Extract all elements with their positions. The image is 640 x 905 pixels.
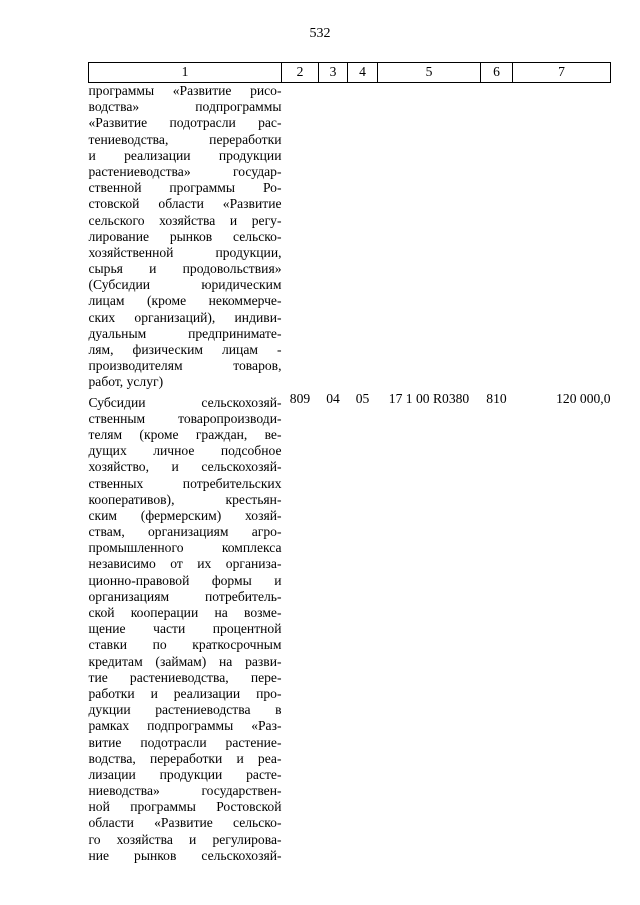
description-line: организациям потребитель- — [88, 588, 282, 604]
description-line: ственной программы Ро- — [88, 180, 282, 196]
description-line: хозяйство, и сельскохозяй- — [88, 459, 282, 475]
cell-col-6 — [481, 83, 513, 391]
description-line: сырья и продовольствия» — [88, 261, 282, 277]
cell-col-4 — [348, 83, 378, 391]
description-line: щение части процентной — [88, 621, 282, 637]
description-line: ской кооперации на возме- — [88, 605, 282, 620]
description-line: ственных потребительских — [88, 475, 282, 491]
table-row — [89, 391, 611, 864]
description-line: тие растениеводства, пере- — [88, 669, 282, 685]
description-line: программы «Развитие рисо- — [88, 83, 282, 98]
description-line: ниеводства» государствен- — [88, 783, 282, 799]
header-col-7: 7 — [513, 63, 611, 83]
description-line: лирование рынков сельско- — [88, 228, 282, 244]
header-col-4: 4 — [348, 63, 378, 83]
cell-col-5 — [378, 83, 481, 391]
description-line: кредитам (займам) на разви- — [88, 653, 282, 669]
header-row — [89, 63, 611, 83]
cell-col-2 — [282, 83, 319, 391]
description-line: телям (кроме граждан, ве- — [88, 426, 282, 442]
description-line: Субсидии сельскохозяй- — [88, 394, 282, 410]
description-line: промышленного комплекса — [88, 540, 282, 556]
description-line: кооперативов), крестьян- — [88, 491, 282, 507]
header-col-3: 3 — [319, 63, 348, 83]
description-line: водства, переработки и реа- — [88, 750, 282, 766]
description-line: ских организаций), индиви- — [88, 309, 282, 325]
cell-col-7 — [513, 83, 611, 391]
description-line: ционно-правовой формы и — [88, 572, 282, 588]
description-line: тениеводства, переработки — [88, 131, 282, 147]
description-line: витие подотрасли растение- — [88, 734, 282, 750]
description-line: водства» подпрограммы — [88, 99, 282, 115]
description-line: ствам, организациям агро- — [88, 524, 282, 540]
description-line: стовской области «Развитие — [88, 196, 282, 212]
description-line: работки и реализации про- — [88, 685, 282, 701]
description-line: рамках подпрограммы «Раз- — [88, 718, 282, 734]
description-line: го хозяйства и регулирова- — [88, 831, 282, 847]
header-col-5: 5 — [378, 63, 481, 83]
description-line: лицам (кроме некоммерче- — [88, 293, 282, 309]
description-line: ной программы Ростовской — [88, 799, 282, 815]
row-description — [89, 83, 282, 391]
description-line: дукции растениеводства в — [88, 702, 282, 718]
description-line: (Субсидии юридическим — [88, 277, 282, 293]
description-line: ственным товаропроизводи- — [88, 410, 282, 426]
page-number: 532 — [309, 26, 331, 41]
description-line: дуальным предпринимате- — [88, 325, 282, 341]
description-line: растениеводства» государ- — [88, 163, 282, 179]
description-line: ние рынков сельскохозяй- — [88, 847, 282, 863]
description-line: независимо от их организа- — [88, 556, 282, 572]
description-line: «Развитие подотрасли рас- — [88, 115, 282, 131]
description-line: работ, услуг) — [88, 374, 164, 390]
description-line: дущих личное подсобное — [88, 443, 282, 459]
row-description — [89, 391, 282, 864]
cell-col-6: 810 — [486, 390, 507, 406]
cell-col-3 — [319, 83, 348, 391]
header-col-1: 1 — [89, 63, 282, 83]
description-line: лям, физическим лицам - — [88, 342, 282, 357]
description-line: сельского хозяйства и регу- — [88, 212, 282, 228]
description-line: ским (фермерским) хозяй- — [88, 507, 282, 523]
table-row — [89, 83, 611, 391]
description-line: производителям товаров, — [88, 358, 282, 374]
description-line: области «Развитие сельско- — [88, 815, 282, 831]
cell-col-7: 120 000,0 — [556, 390, 611, 406]
cell-col-5: 17 1 00 R0380 — [388, 390, 470, 406]
description-line: ставки по краткосрочным — [88, 637, 282, 653]
budget-table — [88, 62, 611, 864]
cell-col-4: 05 — [355, 390, 370, 406]
description-line: лизации продукции расте- — [88, 766, 282, 782]
header-col-6: 6 — [481, 63, 513, 83]
cell-col-2: 809 — [289, 390, 311, 406]
description-line: хозяйственной продукции, — [88, 244, 282, 260]
description-line: и реализации продукции — [88, 147, 282, 163]
cell-col-3: 04 — [326, 390, 340, 406]
header-col-2: 2 — [282, 63, 319, 83]
